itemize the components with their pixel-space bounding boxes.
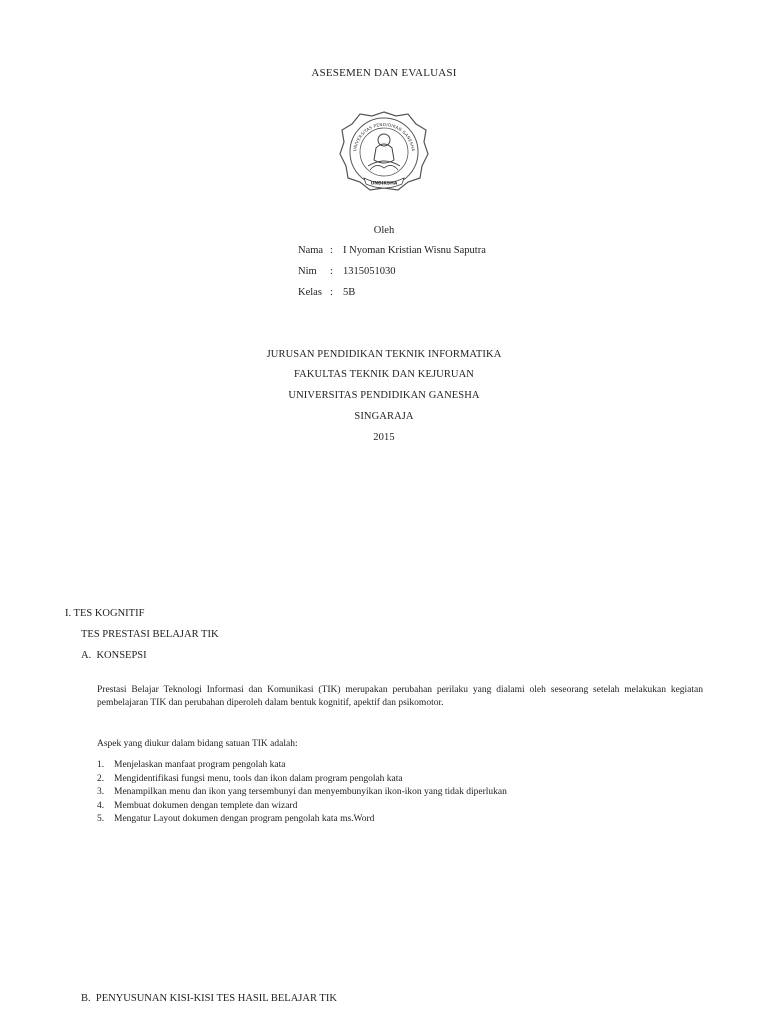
svg-text:UNIVERSITAS PENDIDIKAN GANESHA: UNIVERSITAS PENDIDIKAN GANESHA: [352, 121, 416, 152]
nama-value: I Nyoman Kristian Wisnu Saputra: [343, 245, 486, 256]
kelas-value: 5B: [343, 287, 356, 298]
oleh-label: Oleh: [373, 225, 395, 236]
konsepsi-paragraph: Prestasi Belajar Teknologi Informasi dan Komunikasi (TIK) merupakan perubahan perilaku yang dialami oleh seseorang setelah melakukan kegiatan pembelajaran TIK dan perubahan diperoleh dalam bentuk kognitif, apektif dan psikomotor.: [97, 685, 703, 708]
list-item: 3. Menampilkan menu dan ikon yang tersembunyi dan menyembunyikan ikon-ikon yang tidak diperlukan: [97, 787, 507, 797]
kelas-colon: :: [330, 287, 333, 298]
jurusan-line: JURUSAN PENDIDIKAN TEKNIK INFORMATIKA: [266, 349, 502, 360]
section-tes-kognitif: I. TES KOGNITIF: [65, 608, 145, 619]
svg-text:UNDIKSHA: UNDIKSHA: [370, 181, 398, 187]
universitas-line: UNIVERSITAS PENDIDIKAN GANESHA: [288, 390, 480, 401]
nama-label: Nama: [298, 245, 324, 256]
aspek-intro: Aspek yang diukur dalam bidang satuan TIK adalah:: [97, 739, 298, 749]
kelas-label: Kelas: [298, 287, 322, 298]
fakultas-line: FAKULTAS TEKNIK DAN KEJURUAN: [294, 369, 474, 380]
section-konsepsi: A. KONSEPSI: [81, 650, 147, 661]
subtitle-tes-prestasi: TES PRESTASI BELAJAR TIK: [81, 629, 219, 640]
document-title: ASESEMEN DAN EVALUASI: [311, 67, 457, 79]
undiksha-logo: [338, 110, 430, 196]
city-line: SINGARAJA: [354, 411, 414, 422]
list-item: 4. Membuat dokumen dengan templete dan wizard: [97, 800, 298, 811]
nim-label: Nim: [298, 266, 317, 277]
list-item: 2. Mengidentifikasi fungsi menu, tools dan ikon dalam program pengolah kata: [97, 773, 403, 784]
list-item: 1. Menjelaskan manfaat program pengolah kata: [97, 760, 286, 770]
section-penyusunan: B. PENYUSUNAN KISI-KISI TES HASIL BELAJAR TIK: [81, 993, 337, 1004]
aspek-list: [97, 759, 507, 827]
list-item: 5. Mengatur Layout dokumen dengan program pengolah kata ms.Word: [97, 814, 375, 824]
nim-colon: :: [330, 266, 333, 277]
nama-colon: :: [330, 245, 333, 256]
year-line: 2015: [373, 432, 395, 443]
nim-value: 1315051030: [343, 266, 396, 277]
